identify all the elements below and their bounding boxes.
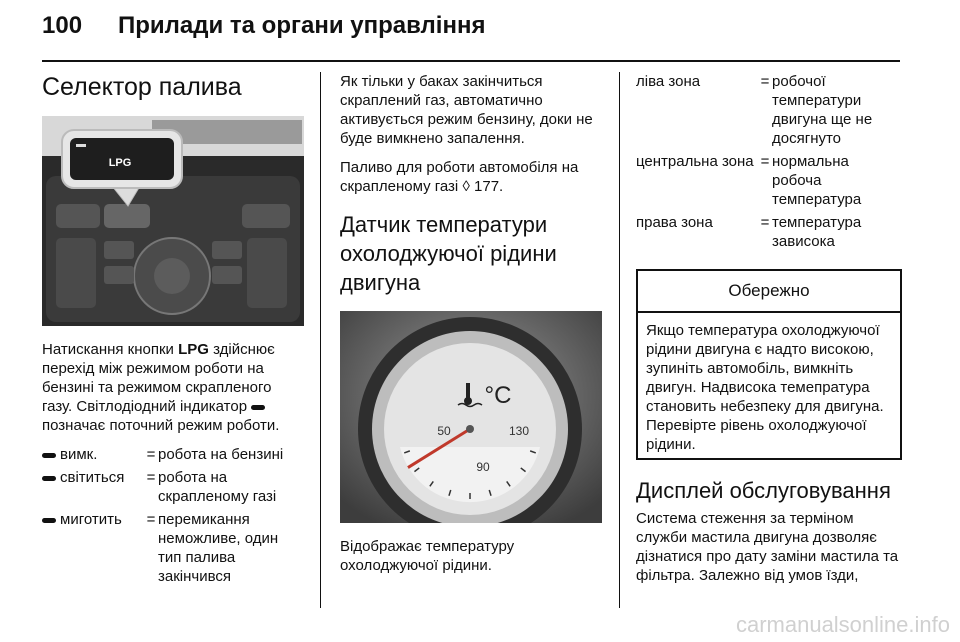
warning-title: Обережно bbox=[638, 271, 900, 313]
chapter-title: Прилади та органи управління bbox=[118, 12, 486, 39]
fuel-selector-paragraph: Натискання кнопки LPG здійснює перехід між режимом роботи на бензині та режимом скрапленого газу. Світлодіодний індикатор позначає поточний режим роботи. bbox=[42, 341, 280, 434]
table-row: ліва зона = робочої температури двигуна ще не досягнуто bbox=[636, 73, 873, 147]
column-divider-1 bbox=[320, 72, 321, 608]
header-rule bbox=[42, 60, 900, 62]
gauge-tick-label-130: 130 bbox=[508, 424, 530, 438]
column-1 bbox=[42, 72, 304, 590]
column-3 bbox=[636, 72, 902, 595]
section-heading-coolant: Датчик температури охолоджуючої рідини двигуна bbox=[340, 212, 557, 295]
lpg-label: LPG bbox=[108, 157, 132, 169]
gauge-tick-label-50: 50 bbox=[437, 424, 451, 438]
table-row: центральна зона = нормальна робоча температура bbox=[636, 153, 862, 208]
service-display-paragraph: Система стеження за терміном служби мастила двигуна дозволяє дізнатися про дату заміни мастила та фільтра. Залежно від умов їзди, bbox=[636, 510, 899, 584]
gauge-zone-table bbox=[636, 72, 902, 255]
page-reference-link[interactable]: ◊ 177. bbox=[462, 178, 504, 195]
gauge-tick-label-90: 90 bbox=[476, 460, 490, 474]
gauge-caption: Відображає температуру охолоджуючої рідини. bbox=[340, 538, 515, 574]
section-heading-fuel-selector: Селектор палива bbox=[42, 73, 242, 101]
lpg-empty-paragraph: Як тільки у баках закінчиться скраплений газ, автоматично активується режим бензину, доки не буде вимкнено запалення. bbox=[340, 73, 593, 147]
led-indicator-icon bbox=[251, 405, 265, 410]
warning-box bbox=[636, 269, 902, 460]
table-row: вимк. = робота на бензині bbox=[42, 445, 304, 468]
table-row: світиться = робота на скрапленому газі bbox=[42, 468, 304, 510]
table-row: права зона = температура зависока bbox=[636, 214, 862, 250]
lpg-button-photo bbox=[42, 116, 304, 326]
lpg-reference-paragraph: Паливо для роботи автомобіля на скрапленому газі ◊ 177. bbox=[340, 159, 579, 195]
warning-text: Якщо температура охолоджуючої рідини двигуна є надто високою, зупиніть автомобіль, вимкніть двигун. Надвисока темепратура становить небезпеку для двигуна. Перевірте рівень охолоджуючої рідини. bbox=[646, 322, 884, 453]
watermark: carmanualsonline.info bbox=[735, 612, 950, 637]
led-indicator-icon bbox=[42, 518, 56, 523]
section-heading-service-display: Дисплей обслуговування bbox=[636, 478, 891, 503]
page-number: 100 bbox=[42, 12, 83, 39]
gauge-unit-label: °C bbox=[484, 382, 512, 409]
led-indicator-icon bbox=[42, 453, 56, 458]
column-2 bbox=[340, 72, 602, 585]
table-row: миготить = перемикання неможливе, один тип палива закінчився bbox=[42, 510, 304, 590]
led-state-table bbox=[42, 445, 304, 590]
column-divider-2 bbox=[619, 72, 620, 608]
led-indicator-icon bbox=[42, 476, 56, 481]
coolant-gauge-photo bbox=[340, 311, 602, 523]
